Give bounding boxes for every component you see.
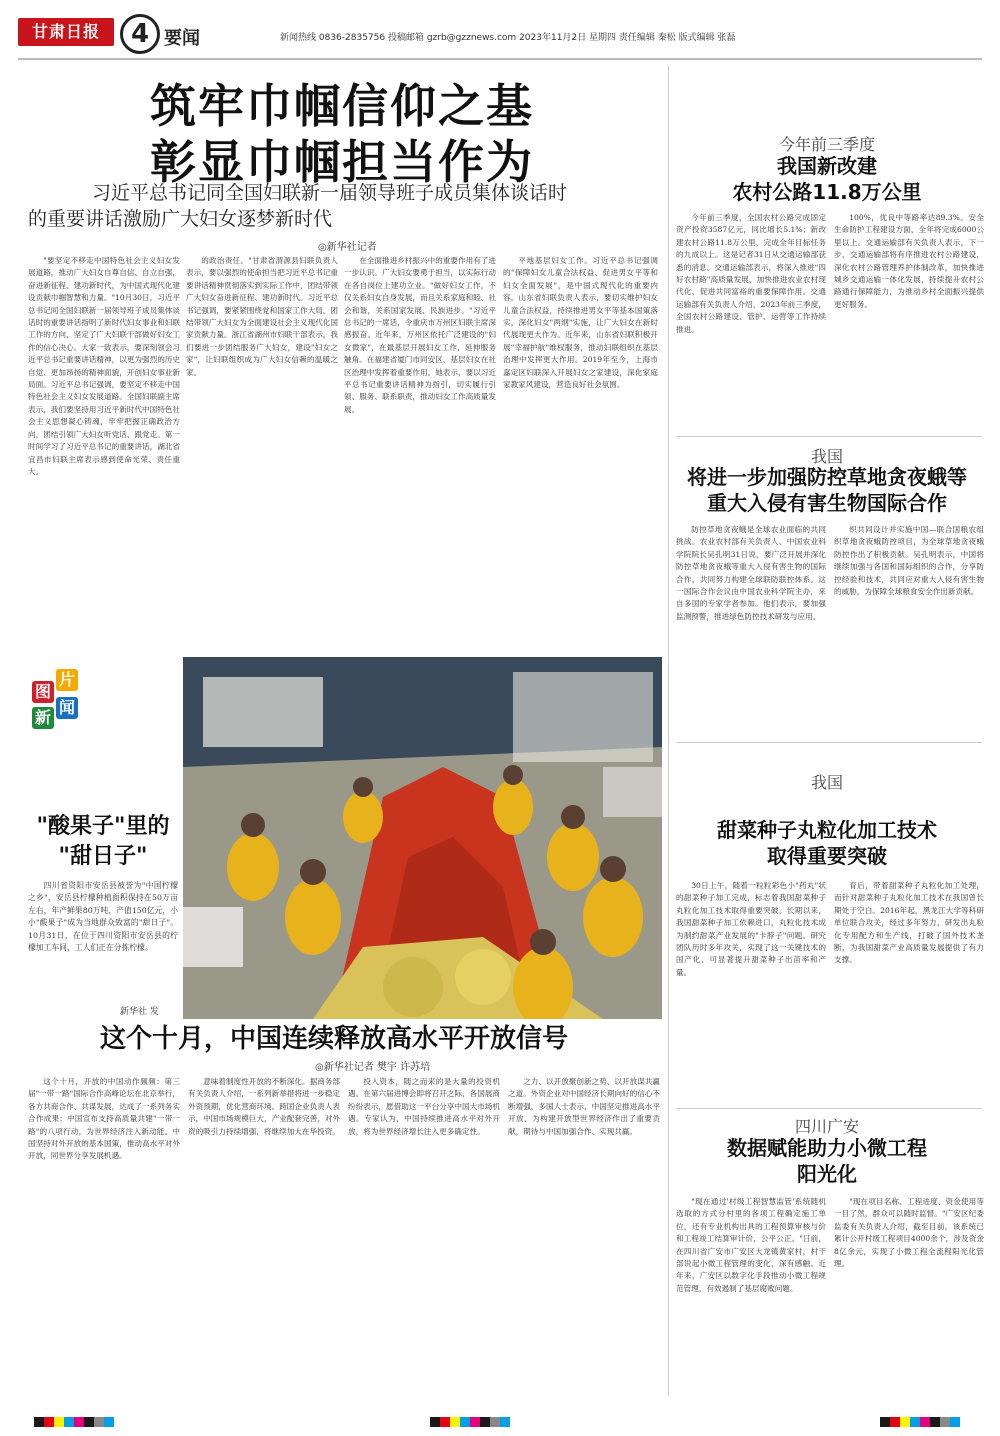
right3-column-2: 育后，带着甜菜种子丸粒化加工处理，而针对甜菜种子丸粒化加工技术在我国曾长期处于空白。2016年起，黑龙江大学等科研单位联合攻关，经过多年努力，研发出丸粒化专用配方和生产线，打破了国外技术垄断，为我国甜菜产业高质量发展提供了有力支撑。 [834,881,984,965]
color-swatch [890,1417,900,1427]
badge-char: 图 [32,681,54,703]
photo-news-title-line2: "甜日子" [58,844,148,869]
right1-column-2: 100%，优良中等路率达89.3%。安全生命防护工程建设方面，全年将完成6000公里以上。交通运输部有关负责人表示，下一步，交通运输部将有序推进农村公路建设，深化农村公路管理养护体制改革，加快推进城乡交通运输一体化发展，持续提升农村公路通行保障能力，为推动乡村全面振兴提供更好服务。 [834,213,984,309]
newspaper-logo: 甘肃日报 [18,18,114,46]
lead-column-4: 的政治责任。"甘肃省渭源县妇联负责人表示，要以强烈的使命担当把习近平总书记重要讲话精神贯彻落实到实际工作中，团结带领广大妇女奋进新征程、建功新时代。习近平总书记强调，要紧紧围绕党和国家工作大局，团结带领广大妇女为全面建设社会主义现代化国家贡献力量。浙江省湖州市妇联干部表示，我们要进一步团结服务广大妇女，建设"妇女之家"，让妇联组织成为广大妇女信赖的温暖之家。 [186,256,338,377]
masthead-info: 新闻热线 0836-2835756 投稿邮箱 gzrb@gzznews.com 2023年11月2日 星期四 责任编辑 秦松 版式编辑 张磊 [280,33,736,43]
bottom-byline: ◎新华社记者 樊宇 许苏培 [315,1062,431,1073]
right4-title-line2: 阳光化 [797,1162,857,1186]
right4-column-2: "现在项目名称、工程进度、资金使用等一目了然，群众可以随时监督。"广安区纪委监委有关负责人介绍，截至目前，该系统已累计公开村级工程项目4000余个，涉及资金8亿余元，实现了小微工程全流程阳光化管理。 [834,1197,984,1269]
color-swatch [104,1417,114,1427]
right3-title-line1: 甜菜种子丸粒化加工技术 [717,818,937,842]
lemon-sorting-photo [183,657,662,1019]
color-swatch [64,1417,74,1427]
section-name: 要闻 [164,28,200,49]
color-swatch [440,1417,450,1427]
color-swatch [920,1417,930,1427]
color-swatch [54,1417,64,1427]
color-swatch [460,1417,470,1427]
right2-title-line2: 重大入侵有害生物国际合作 [707,491,947,515]
color-swatches-left [34,1412,114,1431]
lead-title-line1: 筑牢巾帼信仰之基 [150,79,534,133]
bottom-column-3: 投入资本，随之而来的是大量的投资机遇。在第六届进博会即将召开之际，各国展商纷纷表示，愿借助这一平台分享中国大市场机遇。专家认为，中国持续推进高水平对外开放，将为世界经济增长注入更多确定性。 [348,1077,500,1136]
badge-char: 闻 [56,697,78,719]
right1-title-line1: 我国新改建 [777,154,877,178]
lead-subtitle-line2: 的重要讲话激励广大妇女逐梦新时代 [28,208,333,230]
color-swatches-right [880,1412,960,1431]
bottom-column-1: 这个十月，开放的中国动作频频：第三届"一带一路"国际合作高峰论坛在北京举行，各方共商合作、共谋发展，达成了一系列务实合作成果；中国宣布支持高质量共建"一带一路"的八项行动，为世界经济注入新动能。中国坚持对外开放的基本国策，推动高水平对外开放，同世界分享发展机遇。 [28,1077,180,1161]
color-swatch [430,1417,440,1427]
right3-column-1: 30日上午，随着一粒粒彩色小"药丸"状的甜菜种子加工完成，标志着我国甜菜种子丸粒化加工技术取得重要突破。长期以来，我国甜菜种子加工依赖进口，丸粒化技术成为制约甜菜产业发展的"卡脖子"问题。研究团队历时多年攻关，实现了这一关键技术的国产化，可显著提升甜菜种子出苗率和产量。 [676,881,826,977]
divider [676,1108,982,1109]
color-swatch [900,1417,910,1427]
photo-news-badge [28,665,178,765]
lead-subtitle-line1: 习近平总书记同全国妇联新一届领导班子成员集体谈话时 [92,182,568,204]
print-color-bar [0,1400,1000,1436]
color-swatch [500,1417,510,1427]
color-swatch [480,1417,490,1427]
color-swatch [490,1417,500,1427]
color-swatches-center [430,1412,510,1431]
right1-column-1: 今年前三季度，全国农村公路完成固定资产投资3587亿元，同比增长5.1%；新改建农村公路11.8万公里，完成全年目标任务的九成以上。这是记者31日从交通运输部获悉的消息。交通运输部表示，将深入推进"四好农村路"高质量发展，加快推进农业农村现代化，促进共同富裕的重要保障作用。交通运输部有关负责人介绍，2023年前三季度，全国农村公路建设、管护、运营等工作持续推进。 [676,213,826,334]
divider [676,742,982,743]
color-swatch [940,1417,950,1427]
right4-title-line1: 数据赋能助力小微工程 [727,1136,927,1160]
right3-title-line2: 取得重要突破 [767,844,887,868]
column-divider [668,66,669,1396]
photo-news-title-line1: "酸果子"里的 [36,814,170,839]
right2-title-line1: 将进一步加强防控草地贪夜蛾等 [687,465,967,489]
right2-column-2: 织共同设计并实施中国—联合国粮农组织草地贪夜蛾防控项目，为全球草地贪夜蛾防控作出了积极贡献。吴孔明表示，中国将继续加强与各国和国际组织的合作，分享防控经验和技术，共同应对重大入侵有害生物的威胁，为保障全球粮食安全作出新贡献。 [834,525,984,597]
color-swatch [930,1417,940,1427]
photo-illustration [183,657,662,1019]
right2-column-1: 防控草地贪夜蛾是全球农业面临的共同挑战。农业农村部有关负责人、中国农业科学院院长吴孔明31日说，要广泛开展并深化防控草地贪夜蛾等重大入侵有害生物的国际合作，共同努力构建全球联防联控体系。这一国际合作会议由中国农业科学院主办，来自多国的专家学者参加。他们表示，要加强监测预警，推进绿色防控技术研发与应用。 [676,525,826,621]
badge-char: 片 [56,669,78,691]
right3-kicker: 我国 [810,773,843,792]
right1-kicker: 今年前三季度 [778,135,875,154]
color-swatch [450,1417,460,1427]
page-number: 4 [120,14,160,54]
lead-column-1: "要坚定不移走中国特色社会主义妇女发展道路，推动广大妇女自尊自信、自立自强，奋进新征程、建功新时代，为中国式现代化建设贡献巾帼智慧和力量。"10月30日，习近平总书记同全国妇联新一届领导班子成员集体谈话时的重要讲话指明了新时代妇女事业和妇联工作的方向，坚定了广大妇联干部做好妇女工作的信心决心。大家一致表示，要深刻领会习近平总书记重要讲话精神，以更为强烈的历史自觉、更加昂扬的精神面貌，开创妇女事业新局面。习近平总书记强调，要坚定不移走中国特色社会主义妇女发展道路。全国妇联副主席表示，我们要坚持用习近平新时代中国特色社会主义思想凝心铸魂，牢牢把握正确政治方向，团结引领广大妇女听党话、跟党走。第一时间学习了习近平总书记的重要讲话，湖北省宜昌市妇联主席表示感到使命光荣、责任重大。 [28,256,180,476]
masthead [0,0,1000,62]
photo-news-caption: 四川省资阳市安岳县被誉为"中国柠檬之乡"，安岳县柠檬种植面积保持在50万亩左右，年产鲜果80万吨，产值150亿元，小小"酸果子"成为当地群众致富的"甜日子"。10月31日，在位于四川资阳市安岳县的柠檬加工车间，工人们正在分拣柠檬。 [28,881,178,953]
lead-byline: ◎新华社记者 [318,242,377,253]
bottom-column-4: 之力、以开放聚创新之势、以开放谋共赢之道。外资企业对中国经济长期向好的信心不断增强，多国人士表示，中国坚定推进高水平开放，为构建开放型世界经济作出了重要贡献，期待与中国加强合作、实现共赢。 [508,1077,660,1136]
right4-kicker: 四川广安 [794,1117,859,1136]
lead-column-3: 平地基层妇女工作。习近平总书记强调的"保障妇女儿童合法权益、促进男女平等和妇女全面发展"，是中国式现代化的重要内容。山东省妇联负责人表示，要切实维护妇女儿童合法权益，持续推进男女平等基本国策落实，深化妇女"两纲"实施，让广大妇女在新时代展现更大作为。近年来，山东省妇联积极开展"幸福护航"维权服务，推动妇联组织在基层治理中发挥更大作用。2019年至今，上海市嘉定区妇联深入开展妇女之家建设，深化家庭家教家风建设，营造良好社会氛围。 [503,256,658,390]
color-swatch [880,1417,890,1427]
right4-column-1: "现在通过'村级工程智慧监管'系统随机选取的方式分村里的各项工程确定施工单位，还有专业机构出具的工程预算审核与价和工程竣工结算审计价，公平公正。"日前，在四川省广安市广安区大龙镇黄家村，村干部说起小微工程管理的变化，深有感触。近年来，广安区以数字化手段推动小微工程规范管理，有效遏制了基层腐败问题。 [676,1197,826,1293]
color-swatch [74,1417,84,1427]
color-swatch [950,1417,960,1427]
color-swatch [910,1417,920,1427]
color-swatch [84,1417,94,1427]
photo-credit: 新华社 发 [120,1007,159,1017]
badge-char: 新 [32,707,54,729]
right2-kicker: 我国 [810,447,843,466]
divider [676,436,982,437]
color-swatch [34,1417,44,1427]
color-swatch [94,1417,104,1427]
bottom-column-2: 意味着制度性开放的不断深化。据商务部有关负责人介绍，一系列新举措将进一步稳定外资预期，优化营商环境。跨国企业负责人表示，中国市场规模巨大，产业配套完善，对外资的吸引力持续增强，将继续加大在华投资。 [188,1077,340,1136]
bottom-story-title: 这个十月，中国连续释放高水平开放信号 [100,1024,569,1054]
color-swatch [470,1417,480,1427]
color-swatch [44,1417,54,1427]
right1-title-line2: 农村公路11.8万公里 [732,180,922,204]
lead-title-line2: 彰显巾帼担当作为 [150,135,534,189]
masthead-rule [18,58,982,60]
lead-column-2: 在全面推进乡村振兴中的重要作用有了进一步认识。广大妇女要勇于担当，以实际行动在各自岗位上建功立业。"做好妇女工作，不仅关系妇女自身发展，而且关系家庭和睦、社会和谐，关系国家发展、民族进步。"习近平总书记的一席话，令重庆市万州区妇联主席深感振奋。近年来，万州区依托广泛建设的"妇女微家"，在最基层开展妇女工作，延伸服务触角。在福建省厦门市同安区，基层妇女在社区治理中发挥着重要作用。她表示，要以习近平总书记重要讲话精神为指引，切实履行引领、服务、联系职责，推动妇女工作高质量发展。 [344,256,496,414]
